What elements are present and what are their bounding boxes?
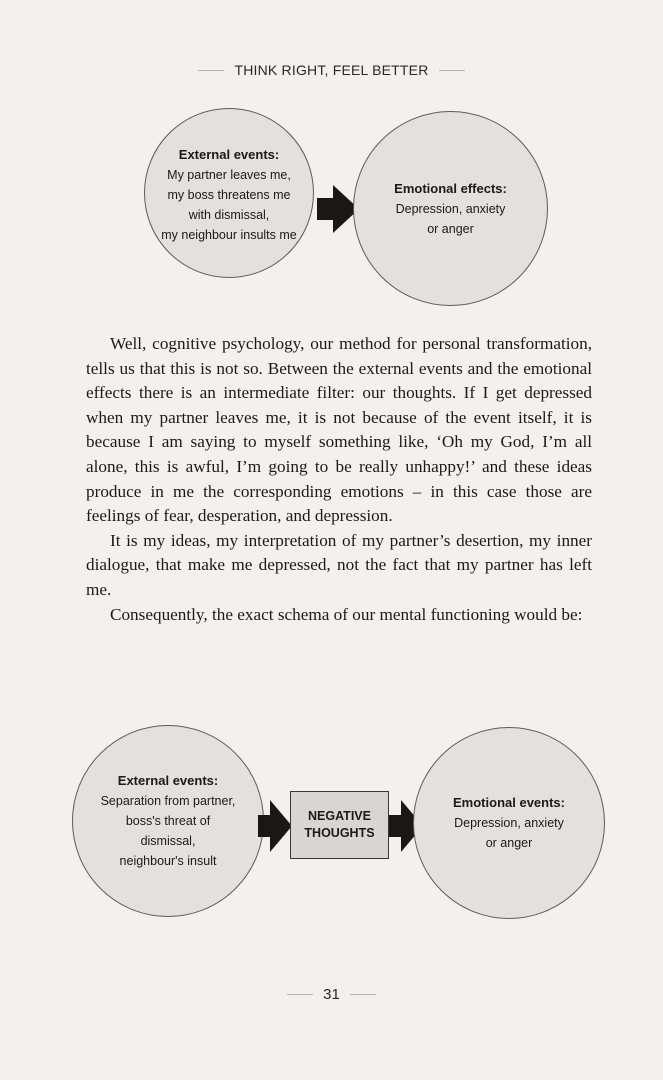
circle-line: my neighbour insults me (161, 228, 297, 242)
arrow-right-icon (258, 800, 292, 852)
circle-line: Separation from partner, (100, 794, 236, 808)
paragraph: Consequently, the exact schema of our mental functioning would be: (110, 604, 583, 624)
body-text (86, 332, 592, 627)
circle-line: Depression, anxiety (454, 816, 564, 830)
circle-title: External events: (117, 773, 219, 788)
page-number: 31 (323, 986, 340, 1003)
paragraph: Well, cognitive psychology, our method for personal transformation, tells us that this is not so. Between the external events and the emotional effects there is an intermediate filter: our thoughts. If I get depressed when my partner leaves me, it is not because of the event itself, it is because I am saying to myself something like, ‘Oh my God, I’m all alone, this is awful, I’m going to be really unhappy!’ and these ideas produce in me the corresponding emotions – in this case those are feelings of fear, desperation, and depression. (86, 334, 592, 526)
footer-rule-left (287, 994, 313, 995)
circle-line: boss's threat of (125, 814, 211, 828)
negative-thoughts-box (290, 791, 389, 859)
circle-line: My partner leaves me, (167, 168, 291, 182)
header-rule-right (439, 70, 465, 71)
footer-rule-right (350, 994, 376, 995)
circle-line: my boss threatens me (167, 188, 291, 202)
circle-line: with dismissal, (188, 208, 270, 222)
circle-line: neighbour's insult (119, 854, 217, 868)
circle-title: Emotional events: (453, 795, 565, 810)
header-rule-left (198, 70, 224, 71)
external-events-circle (72, 725, 264, 917)
emotional-effects-circle (353, 111, 548, 306)
paragraph: It is my ideas, my interpretation of my partner’s desertion, my inner dialogue, that make me depressed, not the fact that my partner has left me. (86, 530, 592, 599)
circle-line: or anger (485, 836, 533, 850)
circle-title: External events: (178, 147, 280, 162)
circle-line: Depression, anxiety (395, 201, 506, 216)
page-footer (0, 986, 663, 1003)
box-line: NEGATIVE (308, 809, 371, 823)
running-title: THINK RIGHT, FEEL BETTER (234, 62, 429, 78)
running-header (0, 62, 663, 78)
circle-line: dismissal, (140, 834, 196, 848)
external-events-circle (144, 108, 314, 278)
box-line: THOUGHTS (304, 826, 375, 840)
circle-title: Emotional effects: (394, 180, 507, 196)
emotional-events-circle (413, 727, 605, 919)
circle-line: or anger (427, 221, 474, 236)
